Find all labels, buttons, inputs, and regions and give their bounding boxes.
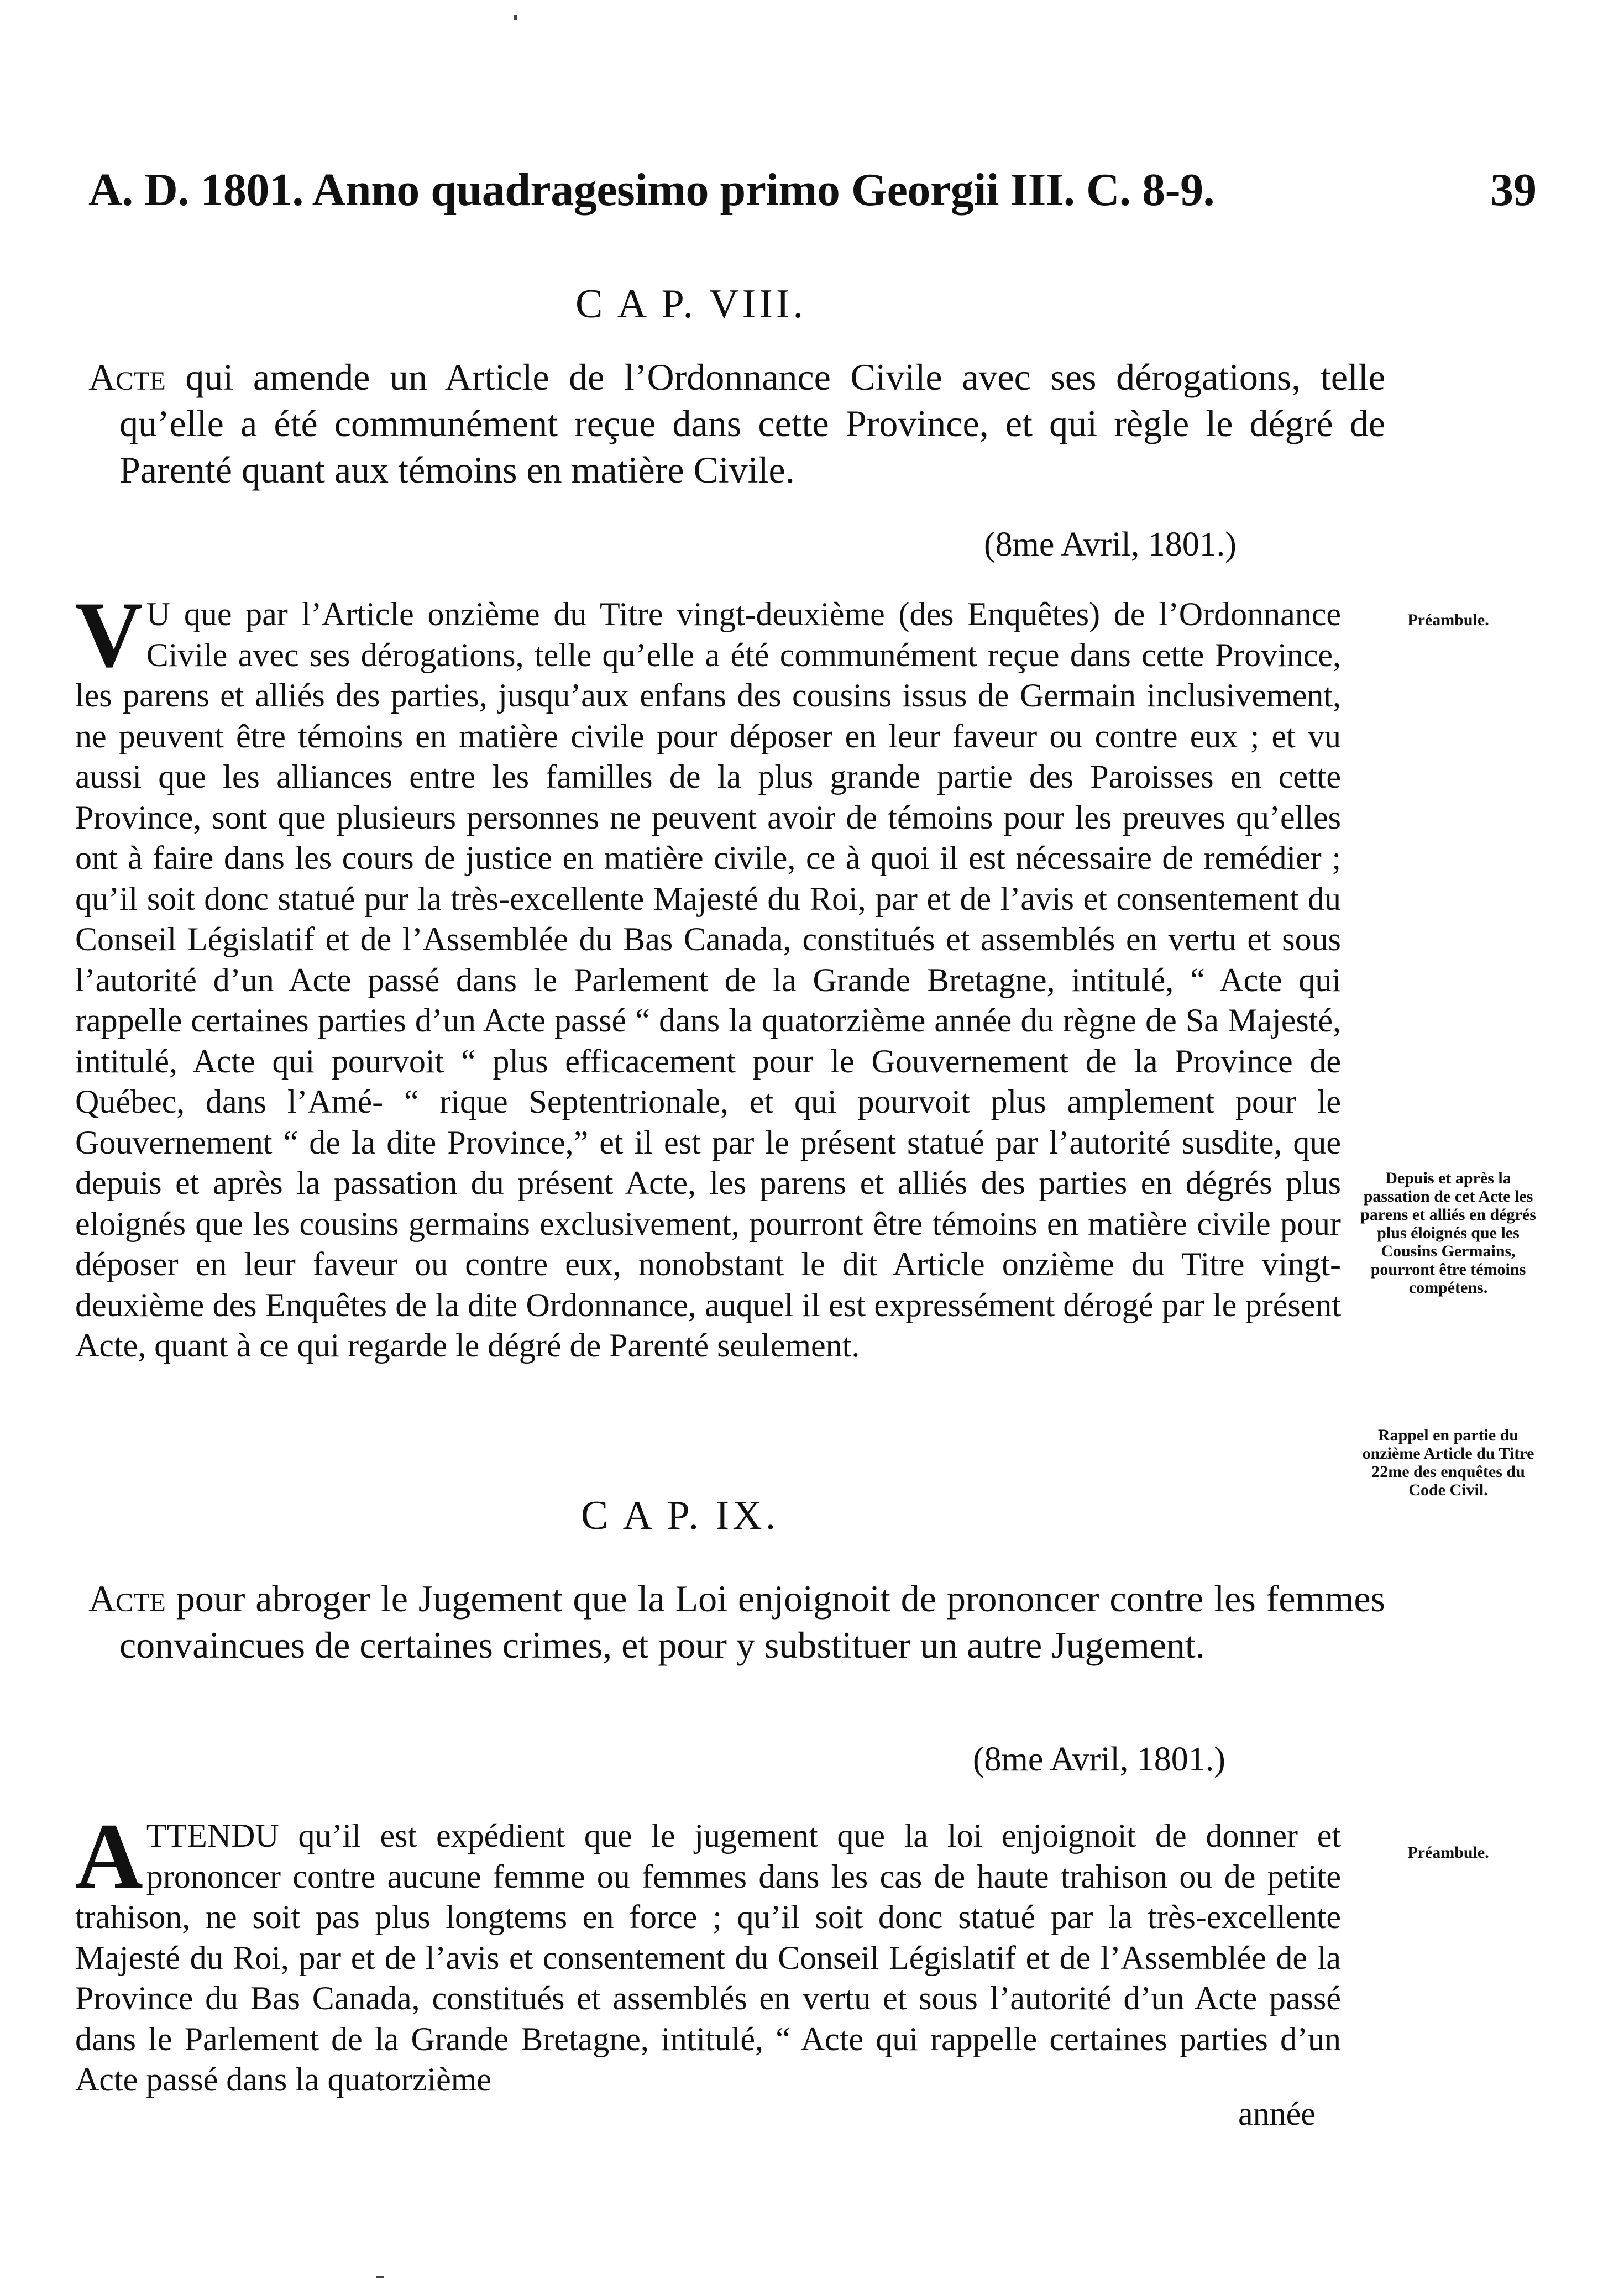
chapter-ix-body-text: TTENDU qu’il est expédient que le jugement que la loi enjoignoit de donner et prononcer contre aucune femme ou femmes dans les cas de haute trahison ou de petite trahison, ne soit pas plus longtems en force ; qu’il soit donc statué par la très-excellente Majesté du Roi, par et de l’avis et consentement du Conseil Législatif et de l’Assemblée de la Province du Bas Canada, constitués et assemblés en vertu et sous l’autorité d’un Acte passé dans le Parlement de la Grande Bretagne, intitulé, “ Acte qui rappelle certaines parties d’un Acte passé dans la quatorzième	[75, 1817, 1341, 2098]
chapter-viii-drop-cap: V	[75, 583, 143, 687]
margin-note-preambule-viii: Préambule.	[1407, 611, 1489, 629]
print-speck-bottom	[376, 2276, 384, 2278]
page-header	[88, 163, 1537, 229]
chapter-viii-body-text: U que par l’Article onzième du Titre vingt-deuxième (des Enquêtes) de l’Ordonnance Civile avec ses dérogations, telle qu’elle a été communément reçue dans cette Province, les parens et alliés des parties, jusqu’aux enfans des cousins issus de Germain inclusivement, ne peuvent être témoins en matière civile pour déposer en leur faveur ou contre eux ; et vu aussi que les alliances entre les familles de la plus grande partie des Paroisses en cette Province, sont que plusieurs personnes ne peuvent avoir de témoins pour les preuves qu’elles ont à faire dans les cours de justice en matière civile, ce à quoi il est nécessaire de remédier ; qu’il soit donc statué pur la très-excellente Majesté du Roi, par et de l’avis et consentement du Conseil Législatif et de l’Assemblée du Bas Canada, constitués et assemblés en vertu et sous l’autorité d’un Acte passé dans le Parlement de la Grande Bretagne, intitulé, “ Acte qui rappelle certaines parties d’un Acte passé “ dans la quatorzième année du règne de Sa Majesté, intitulé, Acte qui pourvoit “ plus efficacement pour le Gouvernement de la Province de Québec, dans l’Amé- “ rique Septentrionale, et qui pourvoit plus amplement pour le Gouvernement “ de la dite Province,” et il est par le présent statué par l’autorité susdite, que depuis et après la passation du présent Acte, les parens et alliés des parties en dégrés plus eloignés que les cousins germains exclusivement, pourront être témoins en matière civile pour déposer en leur faveur ou contre eux, nonobstant le dit Article onzième du Titre vingt-deuxième des Enquêtes de la dite Ordonnance, auquel il est expressément dérogé par le présent Acte, quant à ce qui regarde le dégré de Parenté seulement.	[75, 596, 1341, 1364]
chapter-ix-title-lead: Acte	[88, 1578, 166, 1620]
margin-note-rappel: Rappel en partie du onzième Article du Titre 22me des enquêtes du Code Civil.	[1362, 1426, 1534, 1499]
chapter-viii-title	[88, 354, 1385, 493]
running-head: A. D. 1801. Anno quadragesimo primo Georgii III. C. 8-9.	[88, 164, 1215, 216]
chapter-viii-body	[75, 583, 1341, 1366]
chapter-viii-date: (8me Avril, 1801.)	[984, 526, 1237, 563]
chapter-ix-heading: C A P. IX.	[580, 1493, 779, 1538]
chapter-ix-date: (8me Avril, 1801.)	[973, 1741, 1225, 1778]
print-speck-top	[514, 15, 517, 20]
margin-note-temoins: Depuis et après la passation de cet Acte les parens et alliés en dégrés plus éloignés que les Cousins Germains, pourront être témoins compétens.	[1360, 1169, 1536, 1297]
chapter-viii-heading: C A P. VIII.	[575, 281, 807, 327]
chapter-ix-body	[75, 1804, 1341, 2100]
catchword: année	[1238, 2095, 1316, 2132]
page-number: 39	[1490, 164, 1537, 216]
chapter-viii-title-text: qui amende un Article de l’Ordonnance Civile avec ses dérogations, telle qu’elle a été communément reçue dans cette Province, et qui règle le dégré de Parenté quant aux témoins en matière Civile.	[119, 356, 1385, 491]
chapter-viii-title-lead: Acte	[88, 356, 166, 398]
margin-note-preambule-ix: Préambule.	[1407, 1843, 1489, 1862]
chapter-ix-title-text: pour abroger le Jugement que la Loi enjoignoit de prononcer contre les femmes convaincues de certaines crimes, et pour y substituer un autre Jugement.	[119, 1578, 1385, 1666]
chapter-ix-drop-cap: A	[75, 1804, 143, 1908]
chapter-ix-title	[88, 1575, 1385, 1668]
